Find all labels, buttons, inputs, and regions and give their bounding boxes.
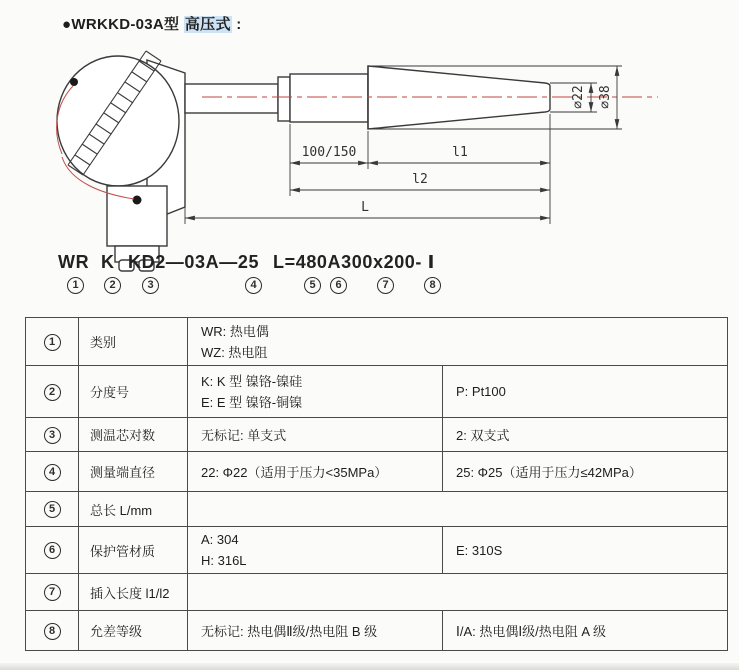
cap-screw [70,78,78,86]
row-marker: 2 [44,384,61,401]
table-row [26,492,728,527]
row-label: 保护管材质 [79,527,188,574]
dim-label-l1: l1 [452,145,468,160]
row-marker: 4 [44,464,61,481]
cell-value: H: 316L [201,553,247,568]
cell-value: 2: 双支式 [443,418,728,452]
table-row [26,452,728,492]
page-edge [0,663,739,670]
code-marker-7: 7 [377,277,394,294]
cell-value [188,492,728,527]
code-segment-model: KD2—03A—25 [128,252,260,272]
table-row [26,574,728,611]
cell-value: WZ: 热电阻 [201,344,268,360]
row-marker: 5 [44,501,61,518]
table-row [26,366,728,418]
code-segment-index: K [101,252,115,272]
thermocouple-drawing [40,42,680,277]
code-segment-length: L=480A300x200- Ⅰ [273,252,435,272]
dim-label-l2: l2 [412,172,428,187]
cell-value: 25: Φ25（适用于压力≤42MPa） [443,452,728,492]
code-marker-5: 5 [304,277,321,294]
head-cap [57,56,179,186]
cell-value: 22: Φ22（适用于压力<35MPa） [188,452,443,492]
row-label: 分度号 [79,366,188,418]
row-marker: 8 [44,623,61,640]
code-marker-3: 3 [142,277,159,294]
cell-value: WR: 热电偶 [201,323,269,339]
row-marker: 6 [44,542,61,559]
row-label: 总长 L/mm [79,492,188,527]
cell-value: A: 304 [201,532,239,547]
ordering-code [0,250,739,308]
row-marker: 3 [44,427,61,444]
row-label: 类别 [79,318,188,366]
row-label: 测温芯对数 [79,418,188,452]
table-row [26,611,728,651]
code-marker-1: 1 [67,277,84,294]
row-label: 插入长度 l1/l2 [79,574,188,611]
dim-label-dia38: ⌀38 [598,85,613,109]
extension-tube [185,84,278,113]
table-row [26,527,728,574]
hex-nut [278,77,290,121]
spec-table [25,317,728,651]
connection-head [57,51,185,271]
title-model: ●WRKKD-03A型 [62,16,180,33]
cell-value: Ⅰ/A: 热电偶Ⅰ级/热电阻 A 级 [443,611,728,651]
cell-value: 无标记: 单支式 [188,418,443,452]
row-label: 测量端直径 [79,452,188,492]
cell-value: K: K 型 镍铬-镍硅 [201,373,303,389]
title-type-highlight: 高压式 [184,16,231,33]
dim-label-100-150: 100/150 [301,145,357,160]
dim-label-L: L [361,200,369,215]
cell-value: E: 310S [443,527,728,574]
table-row [26,318,728,366]
row-marker: 1 [44,334,61,351]
row-marker: 7 [44,584,61,601]
page-title [62,13,242,34]
table-row [26,418,728,452]
code-marker-2: 2 [104,277,121,294]
cell-value: P: Pt100 [443,366,728,418]
dim-label-dia22: ⌀22 [571,85,586,109]
cell-value: E: E 型 镍铬-铜镍 [201,394,303,410]
cell-value [188,574,728,611]
code-marker-6: 6 [330,277,347,294]
title-colon: : [231,16,242,33]
code-marker-8: 8 [424,277,441,294]
protection-tube [290,74,368,122]
code-marker-4: 4 [245,277,262,294]
cell-value: 无标记: 热电偶Ⅱ级/热电阻 B 级 [188,611,443,651]
code-segment-category: WR [58,252,90,272]
row-label: 允差等级 [79,611,188,651]
gland-screw [133,196,142,205]
